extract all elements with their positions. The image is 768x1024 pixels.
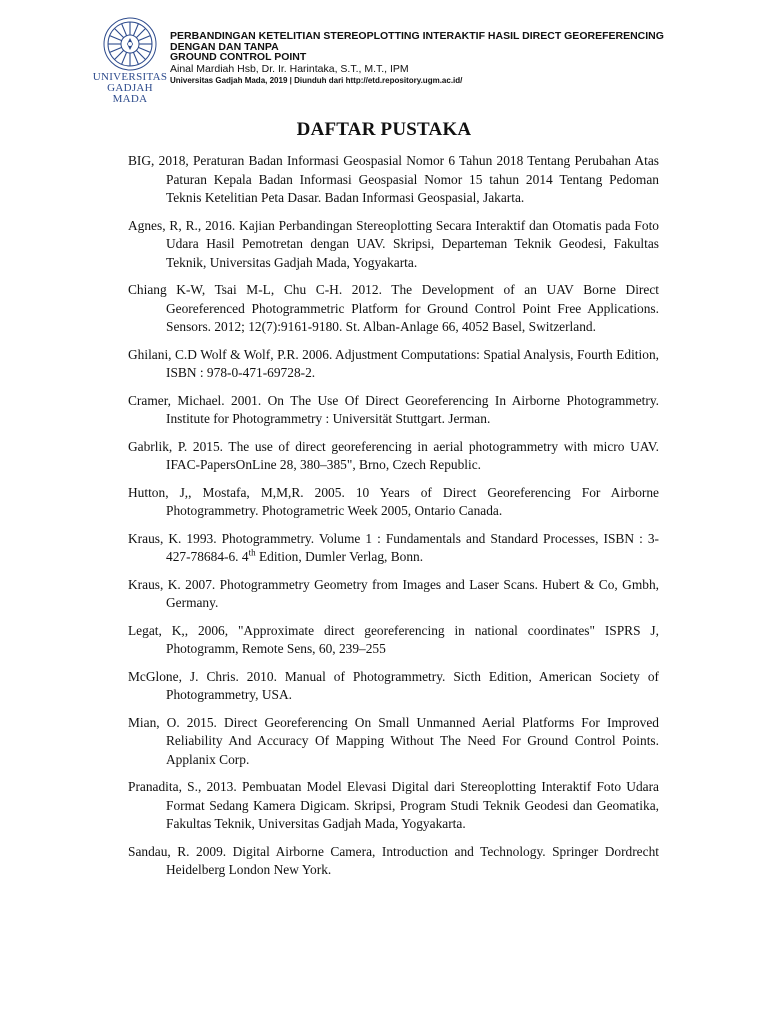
reference-text: Edition, Dumler Verlag, Bonn. bbox=[255, 549, 424, 565]
header-title-line-3: GROUND CONTROL POINT bbox=[170, 51, 307, 63]
reference-entry: Ghilani, C.D Wolf & Wolf, P.R. 2006. Adjustment Computations: Spatial Analysis, Fourth Edition, ISBN : 978-0-471-69728-2. bbox=[128, 346, 659, 381]
reference-entry: Chiang K-W, Tsai M-L, Chu C-H. 2012. The Development of an UAV Borne Direct Georeferenced Photogrammetric Platform for Ground Control Point Free Applications. Sensors. 2012; 12(7):9161-9180. St. Alban-Anlage 66, 4052 Basel, Switzerland. bbox=[128, 282, 659, 335]
reference-entry: McGlone, J. Chris. 2010. Manual of Photogrammetry. Sicth Edition, American Society of Photogrammetry, USA. bbox=[128, 668, 659, 703]
logo-text-gadjah-mada: GADJAH MADA bbox=[107, 82, 153, 105]
reference-entry: Hutton, J,, Mostafa, M,M,R. 2005. 10 Years of Direct Georeferencing For Airborne Photogrammetry. Photogrametric Week 2005, Ontario Canada. bbox=[128, 484, 659, 519]
reference-entry: Cramer, Michael. 2001. On The Use Of Direct Georeferencing In Airborne Photogrammetry. Institute for Photogrammetry : Universität Stuttgart. Jerman. bbox=[128, 392, 659, 427]
reference-entry bbox=[128, 530, 659, 567]
reference-entry: BIG, 2018, Peraturan Badan Informasi Geospasial Nomor 6 Tahun 2018 Tentang Perubahan Atas Paturan Kepala Badan Informasi Geospasial Nomor 15 tahun 2014 Tentang Pedoman Teknis Ketelitian Peta Dasar. Badan Informasi Geospasial, Jakarta. bbox=[128, 153, 659, 206]
reference-entry: Kraus, K. 2007. Photogrammetry Geometry from Images and Laser Scans. Hubert & Co, Gmbh, Germany. bbox=[128, 576, 659, 611]
university-logo bbox=[92, 16, 168, 105]
reference-entry: Sandau, R. 2009. Digital Airborne Camera, Introduction and Technology. Springer Dordrecht Heidelberg London New York. bbox=[128, 843, 659, 878]
reference-entry: Mian, O. 2015. Direct Georeferencing On Small Unmanned Aerial Platforms For Improved Reliability And Accuracy Of Mapping Without The Need For Ground Control Points. Applanix Corp. bbox=[128, 714, 659, 767]
reference-entry: Legat, K,, 2006, "Approximate direct georeferencing in national coordinates" ISPRS J, Photogramm, Remote Sens, 60, 239–255 bbox=[128, 622, 659, 657]
document-header bbox=[0, 0, 768, 105]
header-title-line-1: PERBANDINGAN KETELITIAN STEREOPLOTTING INTERAKTIF HASIL DIRECT GEOREFERENCING bbox=[170, 30, 664, 42]
page-title: DAFTAR PUSTAKA bbox=[296, 119, 472, 140]
reference-entry: Gabrlik, P. 2015. The use of direct georeferencing in aerial photogrammetry with micro UAV. IFAC-PapersOnLine 28, 380–385", Brno, Czech Republic. bbox=[128, 438, 659, 473]
reference-entry: Pranadita, S., 2013. Pembuatan Model Elevasi Digital dari Stereoplotting Interaktif Foto Udara Format Sedang Kamera Digicam. Skripsi, Program Studi Teknik Geodesi dan Geomatika, Fakultas Teknik, Universitas Gadjah Mada, Yogyakarta. bbox=[128, 779, 659, 832]
logo-text-universitas: UNIVERSITAS bbox=[92, 71, 168, 83]
reference-text: Kraus, K. 1993. Photogrammetry. Volume 1 : Fundamentals and Standard Processes, ISBN : 3-427-78684-6. 4 bbox=[128, 530, 659, 565]
header-title-line-2: DENGAN DAN TANPA bbox=[170, 40, 279, 53]
reference-entry: Agnes, R, R., 2016. Kajian Perbandingan Stereoplotting Secara Interaktif dan Otomatis pada Foto Udara Hasil Pemotretan dengan UAV. Skripsi, Departeman Teknik Geodesi, Fakultas Teknik, Universitas Gadjah Mada, Yogyakarta. bbox=[128, 217, 659, 270]
header-author: Ainal Mardiah Hsb, Dr. Ir. Harintaka, S.T., M.T., IPM bbox=[170, 62, 409, 75]
header-source-link[interactable]: Universitas Gadjah Mada, 2019 | Diunduh dari http://etd.repository.ugm.ac.id/ bbox=[170, 75, 463, 85]
header-text-block bbox=[170, 31, 750, 87]
ugm-emblem-icon bbox=[102, 16, 158, 72]
reference-list bbox=[128, 152, 659, 889]
edition-superscript: th bbox=[248, 547, 256, 558]
